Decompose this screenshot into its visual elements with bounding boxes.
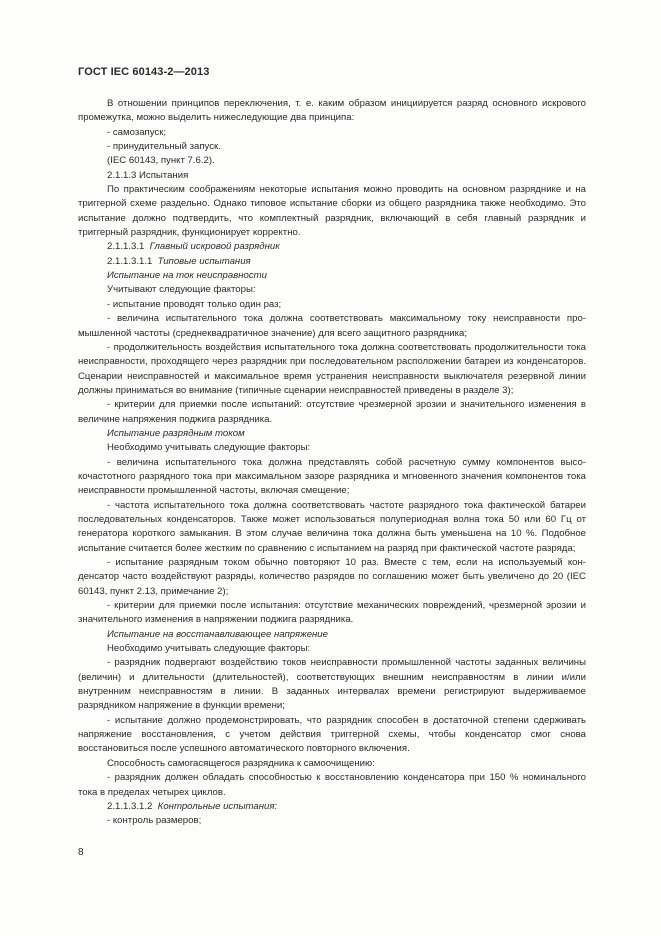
list-item: - величина испытательного тока должна представлять собой расчетную сумму компонентов высокочастотного разрядного тока при максимальном зазоре разрядника и мгновенного значения компонентов тока неисправности промышленной частоты, включая смещение; xyxy=(78,456,586,497)
subsection-heading xyxy=(78,800,586,814)
list-item: - критерии для приемки после испытаний: отсутствие чрезмерной эрозии и значительного изменения в величине напряжения поджига разрядника. xyxy=(78,399,586,425)
heading-number: 2.1.1.3.1 xyxy=(107,241,150,253)
test-heading: Испытание на восстанавливающее напряжение xyxy=(107,628,328,640)
section-heading: 2.1.1.3 Испытания xyxy=(107,169,189,181)
test-heading: Испытание разрядным током xyxy=(107,427,245,439)
paragraph: Способность самогасящегося разрядника к самоочищению: xyxy=(107,757,375,769)
heading-title: Главный искровой разрядник xyxy=(149,241,280,253)
list-item: - испытание проводят только один раз; xyxy=(107,298,282,310)
heading-number: 2.1.1.3.1.2 xyxy=(107,800,158,812)
reference: (IEC 60143, пункт 7.6.2). xyxy=(107,155,215,167)
document-body xyxy=(78,97,586,829)
document-header: ГОСТ IEC 60143-2—2013 xyxy=(78,66,210,78)
test-heading: Испытание на ток неисправности xyxy=(107,270,267,282)
paragraph: Учитывают следующие факторы: xyxy=(107,284,256,296)
list-item: - продолжительность воздействия испытательного тока должна соответствовать продолжительности тока неисправности, проходящего через разрядник при последовательном расположении батареи из конденсаторов. Сценарии неисправностей и максимальное время устранения неисправности выключателя резервной линии должны приниматься во внимание (типичные сценарии неисправностей приведены в разделе 3); xyxy=(78,341,586,396)
list-item: - принудительный запуск. xyxy=(107,141,221,153)
paragraph: Необходимо учитывать следующие факторы: xyxy=(107,442,311,454)
list-item: - величина испытательного тока должна соответствовать максимальному току неисправности промышленной частоты (среднеквадратичное значение) для всего защитного разрядника; xyxy=(78,313,586,339)
list-item: - разрядник должен обладать способностью к восстановлению конденсатора при 150 % номинального тока в пределах четырех циклов. xyxy=(78,772,586,798)
list-item: - испытание должно продемонстрировать, что разрядник способен в достаточной степени сдерживать напряжение восстановления, с учетом действия триггерной схемы, чтобы конденсатор смог снова восстановиться после успешного автоматического повторного включения. xyxy=(78,714,586,755)
subsection-heading xyxy=(78,240,586,254)
subsection-heading xyxy=(78,255,586,269)
heading-title: Типовые испытания xyxy=(157,255,251,267)
page-number: 8 xyxy=(78,847,84,858)
paragraph: Необходимо учитывать следующие факторы: xyxy=(107,643,311,655)
list-item: - испытание разрядным током обычно повторяют 10 раз. Вместе с тем, если на используемый конденсатор часто воздействуют разряды, количество разрядов по соглашению может быть увеличено до 20 (IEC 60143, пункт 2.13, примечание 2); xyxy=(78,557,586,597)
list-item: - самозапуск; xyxy=(107,126,167,138)
paragraph: В отношении принципов переключения, т. е. каким образом инициируется разряд основного искрового промежутка, можно выделить нижеследующие два принципа: xyxy=(78,98,586,124)
heading-title: Контрольные испытания: xyxy=(157,800,278,812)
heading-number: 2.1.1.3.1.1 xyxy=(107,255,158,267)
list-item: - частота испытательного тока должна соответствовать частоте разрядного тока фактической батареи последовательных конденсаторов. Также может использоваться полупериодная волна тока 50 или 60 Гц от генератора короткого замыкания. В этом случае величина тока должна быть уменьшена на 10 %. Подобное испытание считается более жестким по сравнению с испытанием на разряд при фактической частоте разряда; xyxy=(78,499,586,554)
list-item: - критерии для приемки после испытания: отсутствие механических повреждений, чрезмерной эрозии и значительного изменения в напряжении поджига разрядника. xyxy=(78,600,586,626)
list-item: - контроль размеров; xyxy=(107,815,202,827)
paragraph: По практическим соображениям некоторые испытания можно проводить на основном разряднике и на триггерной схеме раздельно. Однако типовое испытание сборки из общего разрядника также необходимо. Это испытание должно подтвердить, что комплектный разрядник, включающий в себя главный разрядник и триггерный разрядник, функционирует корректно. xyxy=(78,184,586,239)
list-item: - разрядник подвергают воздействию токов неисправности промышленной частоты заданных величины (величин) и длительности (длительностей), соответствующих внешним неисправностям в линии и/или внутренним неисправностям в линии. В заданных интервалах времени регистрируют выдерживаемое разрядником напряжение в функции времени; xyxy=(78,657,586,712)
